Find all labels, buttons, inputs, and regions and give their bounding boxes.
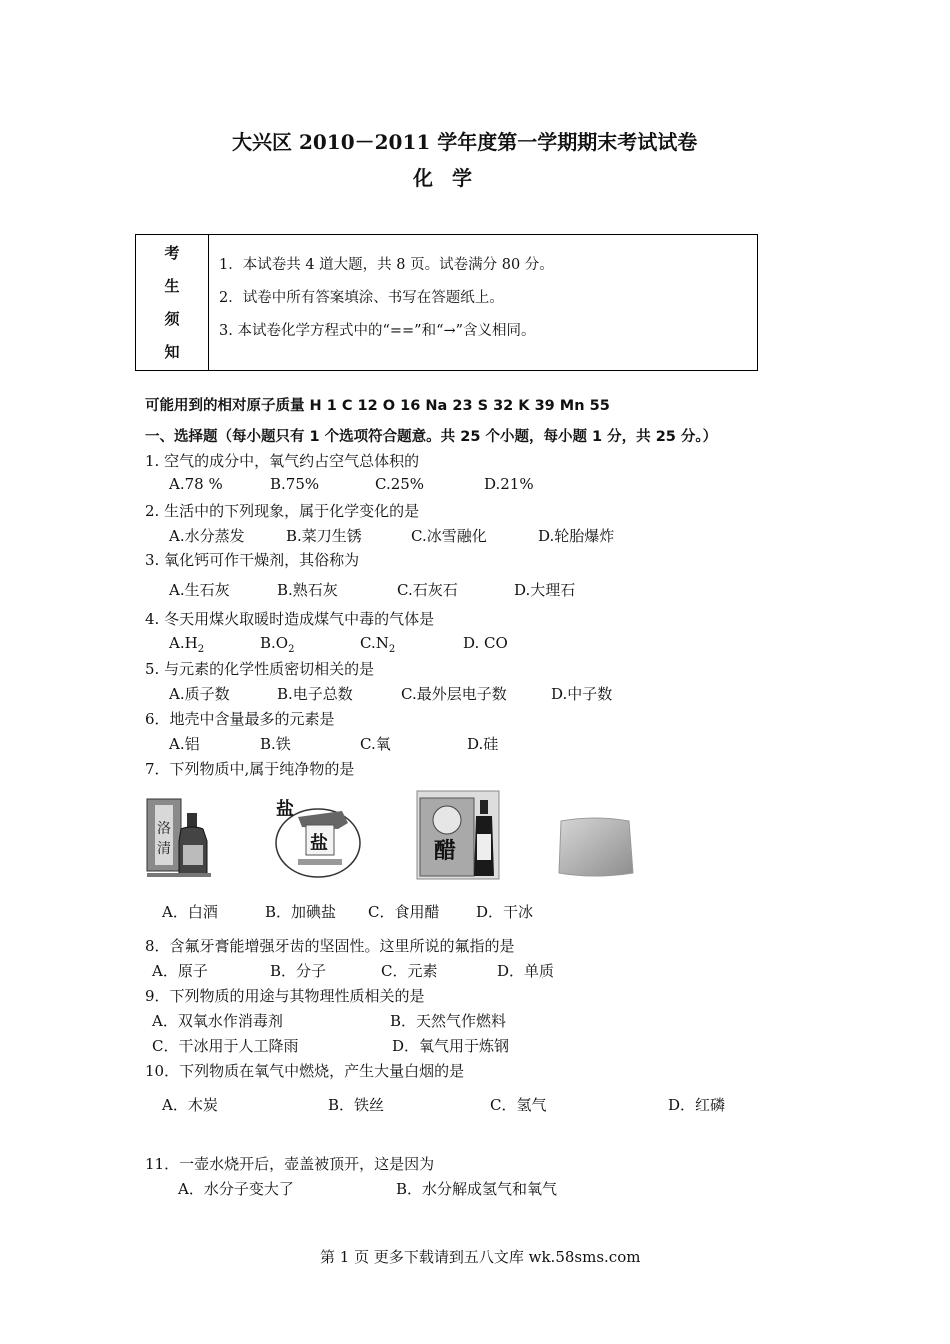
option: A．木炭 — [162, 1096, 218, 1114]
subscript: 2 — [288, 644, 295, 655]
liquor-label-2: 清 — [157, 841, 171, 857]
question-stem: 11．一壶水烧开后，壶盖被顶开，这是因为 — [145, 1155, 435, 1173]
option-text: A.H — [169, 634, 198, 652]
exam-title: 大兴区 2010－2011 学年度第一学期期末考试试卷 — [232, 130, 698, 154]
option: D.21% — [484, 475, 534, 493]
salt-label-outer: 盐 — [276, 799, 294, 820]
option: B.铁 — [260, 735, 291, 753]
question-stem: 6．地壳中含量最多的元素是 — [145, 710, 335, 728]
option: C.石灰石 — [397, 581, 458, 599]
subscript: 2 — [388, 644, 396, 655]
notice-heading-char: 知 — [164, 343, 180, 361]
notice-items — [209, 235, 758, 371]
option: B.熟石灰 — [277, 581, 338, 599]
question-stem: 4. 冬天用煤火取暖时造成煤气中毒的气体是 — [145, 610, 435, 628]
question-stem: 8．含氟牙膏能增强牙齿的坚固性。这里所说的氟指的是 — [145, 937, 515, 955]
notice-heading-char: 须 — [164, 310, 180, 328]
option: D．单质 — [497, 962, 555, 980]
option: B．天然气作燃料 — [390, 1012, 507, 1030]
option: D．干冰 — [476, 903, 534, 921]
option: C.最外层电子数 — [401, 685, 507, 703]
notice-heading — [136, 235, 209, 371]
option: B.菜刀生锈 — [286, 527, 362, 545]
option: B．水分解成氢气和氧气 — [396, 1180, 558, 1198]
question-stem: 9．下列物质的用途与其物理性质相关的是 — [145, 987, 425, 1005]
option: D．氧气用于炼钢 — [392, 1037, 510, 1055]
notice-heading-char: 生 — [164, 277, 180, 295]
option: D.中子数 — [551, 685, 613, 703]
section-heading: 一、选择题（每小题只有 1 个选项符合题意。共 25 个小题，每小题 1 分，共 25 分。） — [145, 429, 718, 445]
question-stem: 2. 生活中的下列现象，属于化学变化的是 — [145, 502, 420, 520]
atomic-masses: 可能用到的相对原子质量 H 1 C 12 O 16 Na 23 S 32 K 39 Mn 55 — [145, 398, 610, 414]
dry-ice-image — [555, 815, 635, 879]
option: D. CO — [463, 634, 508, 652]
option: A．原子 — [152, 962, 208, 980]
option: A.铝 — [169, 735, 200, 753]
option: A.78 % — [169, 475, 223, 493]
option: A．双氧水作消毒剂 — [152, 1012, 283, 1030]
iodized-salt-image — [272, 795, 364, 881]
option: C．元素 — [381, 962, 438, 980]
option: D.硅 — [467, 735, 499, 753]
notice-item: 1．本试卷共 4 道大题，共 8 页。试卷满分 80 分。 — [219, 257, 554, 273]
option: C.冰雪融化 — [411, 527, 487, 545]
question-stem: 7．下列物质中,属于纯净物的是 — [145, 760, 355, 778]
option: A.水分蒸发 — [169, 527, 245, 545]
question-stem: 5. 与元素的化学性质密切相关的是 — [145, 660, 375, 678]
option — [360, 634, 395, 655]
page-footer: 第 1 页 更多下载请到五八文库 wk.58sms.com — [320, 1248, 641, 1266]
option: B.75% — [270, 475, 320, 493]
option: C．干冰用于人工降雨 — [152, 1037, 299, 1055]
option: B.电子总数 — [277, 685, 353, 703]
option: A.生石灰 — [169, 581, 230, 599]
option: B．铁丝 — [328, 1096, 385, 1114]
option: C．氢气 — [490, 1096, 547, 1114]
option-text: B.O — [260, 634, 289, 652]
option-text: C.N — [360, 634, 389, 652]
option: D.轮胎爆炸 — [538, 527, 615, 545]
subscript: 2 — [197, 644, 205, 655]
option: B．加碘盐 — [265, 903, 337, 921]
option — [169, 634, 204, 655]
option: A．白酒 — [162, 903, 218, 921]
subject-title: 化 学 — [413, 166, 478, 190]
notice-box — [135, 234, 758, 371]
option: C.氧 — [360, 735, 391, 753]
notice-heading-char: 考 — [164, 244, 180, 262]
option: D．红磷 — [668, 1096, 726, 1114]
vinegar-image — [416, 790, 500, 880]
question-stem: 3. 氧化钙可作干燥剂，其俗称为 — [145, 551, 360, 569]
option — [260, 634, 294, 655]
option: C.25% — [375, 475, 425, 493]
liquor-bottle-image — [145, 797, 213, 879]
notice-item: 2．试卷中所有答案填涂、书写在答题纸上。 — [219, 290, 504, 306]
salt-label-inner: 盐 — [310, 833, 328, 854]
vinegar-label: 醋 — [434, 838, 457, 864]
option: C．食用醋 — [368, 903, 440, 921]
question-stem: 1. 空气的成分中，氧气约占空气总体积的 — [145, 452, 420, 470]
option: A．水分子变大了 — [178, 1180, 294, 1198]
liquor-label-1: 洛 — [157, 821, 171, 837]
notice-item: 3. 本试卷化学方程式中的“==”和“→”含义相同。 — [219, 323, 536, 339]
option: A.质子数 — [169, 685, 230, 703]
option: B．分子 — [270, 962, 327, 980]
question-stem: 10．下列物质在氧气中燃烧，产生大量白烟的是 — [145, 1062, 465, 1080]
option: D.大理石 — [514, 581, 576, 599]
